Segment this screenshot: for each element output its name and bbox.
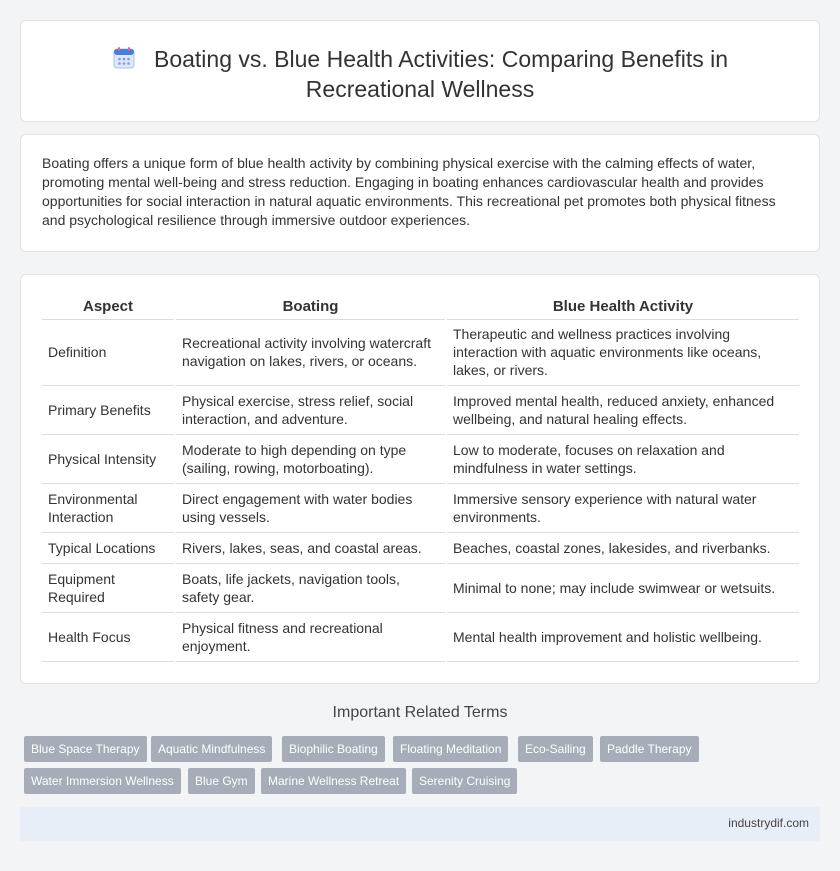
table-row xyxy=(42,612,799,661)
comparison-table xyxy=(42,293,799,662)
calendar-icon xyxy=(112,46,136,70)
footer-site-name[interactable]: industrydif.com xyxy=(728,816,809,830)
tag-floating-meditation[interactable]: Floating Meditation xyxy=(393,736,508,762)
cell-aspect: Physical Intensity xyxy=(42,434,175,483)
cell-boating: Direct engagement with water bodies using vessels. xyxy=(175,483,446,532)
table-row xyxy=(42,319,799,385)
cell-blue-health: Improved mental health, reduced anxiety, enhanced wellbeing, and natural healing effects. xyxy=(446,385,799,434)
tag-blue-gym[interactable]: Blue Gym xyxy=(188,768,255,794)
header-boating: Boating xyxy=(175,293,446,319)
tag-serenity-cruising[interactable]: Serenity Cruising xyxy=(412,768,517,794)
cell-blue-health: Therapeutic and wellness practices involving interaction with aquatic environments like oceans, lakes, or rivers. xyxy=(446,319,799,385)
cell-boating: Physical exercise, stress relief, social interaction, and adventure. xyxy=(175,385,446,434)
cell-blue-health: Mental health improvement and holistic wellbeing. xyxy=(446,612,799,661)
header-blue-health: Blue Health Activity xyxy=(446,293,799,319)
cell-aspect: Primary Benefits xyxy=(42,385,175,434)
intro-paragraph: Boating offers a unique form of blue health activity by combining physical exercise with the calming effects of water, promoting mental well-being and stress reduction. Engaging in boating enhances cardiovascular health and provides opportunities for social interaction in natural aquatic environments. This recreational pet promotes both physical fitness and psychological resilience through immersive outdoor experiences. xyxy=(42,155,776,228)
cell-aspect: Environmental Interaction xyxy=(42,483,175,532)
table-row xyxy=(42,563,799,612)
tag-blue-space-therapy[interactable]: Blue Space Therapy xyxy=(24,736,147,762)
cell-blue-health: Immersive sensory experience with natural water environments. xyxy=(446,483,799,532)
tag-biophilic-boating[interactable]: Biophilic Boating xyxy=(282,736,385,762)
title-card xyxy=(20,20,820,122)
cell-boating: Rivers, lakes, seas, and coastal areas. xyxy=(175,532,446,563)
tag-eco-sailing[interactable]: Eco-Sailing xyxy=(518,736,593,762)
table-row xyxy=(42,532,799,563)
table-header-row xyxy=(42,293,799,319)
cell-blue-health: Beaches, coastal zones, lakesides, and riverbanks. xyxy=(446,532,799,563)
table-row xyxy=(42,385,799,434)
comparison-card xyxy=(20,274,820,684)
cell-blue-health: Minimal to none; may include swimwear or wetsuits. xyxy=(446,563,799,612)
cell-boating: Moderate to high depending on type (sailing, rowing, motorboating). xyxy=(175,434,446,483)
table-row xyxy=(42,434,799,483)
intro-card xyxy=(20,134,820,252)
tag-water-immersion-wellness[interactable]: Water Immersion Wellness xyxy=(24,768,181,794)
table-row xyxy=(42,483,799,532)
cell-aspect: Equipment Required xyxy=(42,563,175,612)
tag-paddle-therapy[interactable]: Paddle Therapy xyxy=(600,736,699,762)
footer xyxy=(20,807,820,841)
cell-aspect: Health Focus xyxy=(42,612,175,661)
cell-aspect: Typical Locations xyxy=(42,532,175,563)
related-terms-heading: Important Related Terms xyxy=(332,704,508,721)
cell-boating: Physical fitness and recreational enjoyment. xyxy=(175,612,446,661)
tag-aquatic-mindfulness[interactable]: Aquatic Mindfulness xyxy=(151,736,272,762)
cell-boating: Recreational activity involving watercraft navigation on lakes, rivers, or oceans. xyxy=(175,319,446,385)
page-title xyxy=(21,44,819,104)
page-title-line-2: Recreational Wellness xyxy=(305,76,535,102)
cell-aspect: Definition xyxy=(42,319,175,385)
tag-marine-wellness-retreat[interactable]: Marine Wellness Retreat xyxy=(261,768,406,794)
page-title-line-1: Boating vs. Blue Health Activities: Comparing Benefits in xyxy=(153,46,728,72)
header-aspect: Aspect xyxy=(42,293,175,319)
cell-boating: Boats, life jackets, navigation tools, safety gear. xyxy=(175,563,446,612)
cell-blue-health: Low to moderate, focuses on relaxation and mindfulness in water settings. xyxy=(446,434,799,483)
